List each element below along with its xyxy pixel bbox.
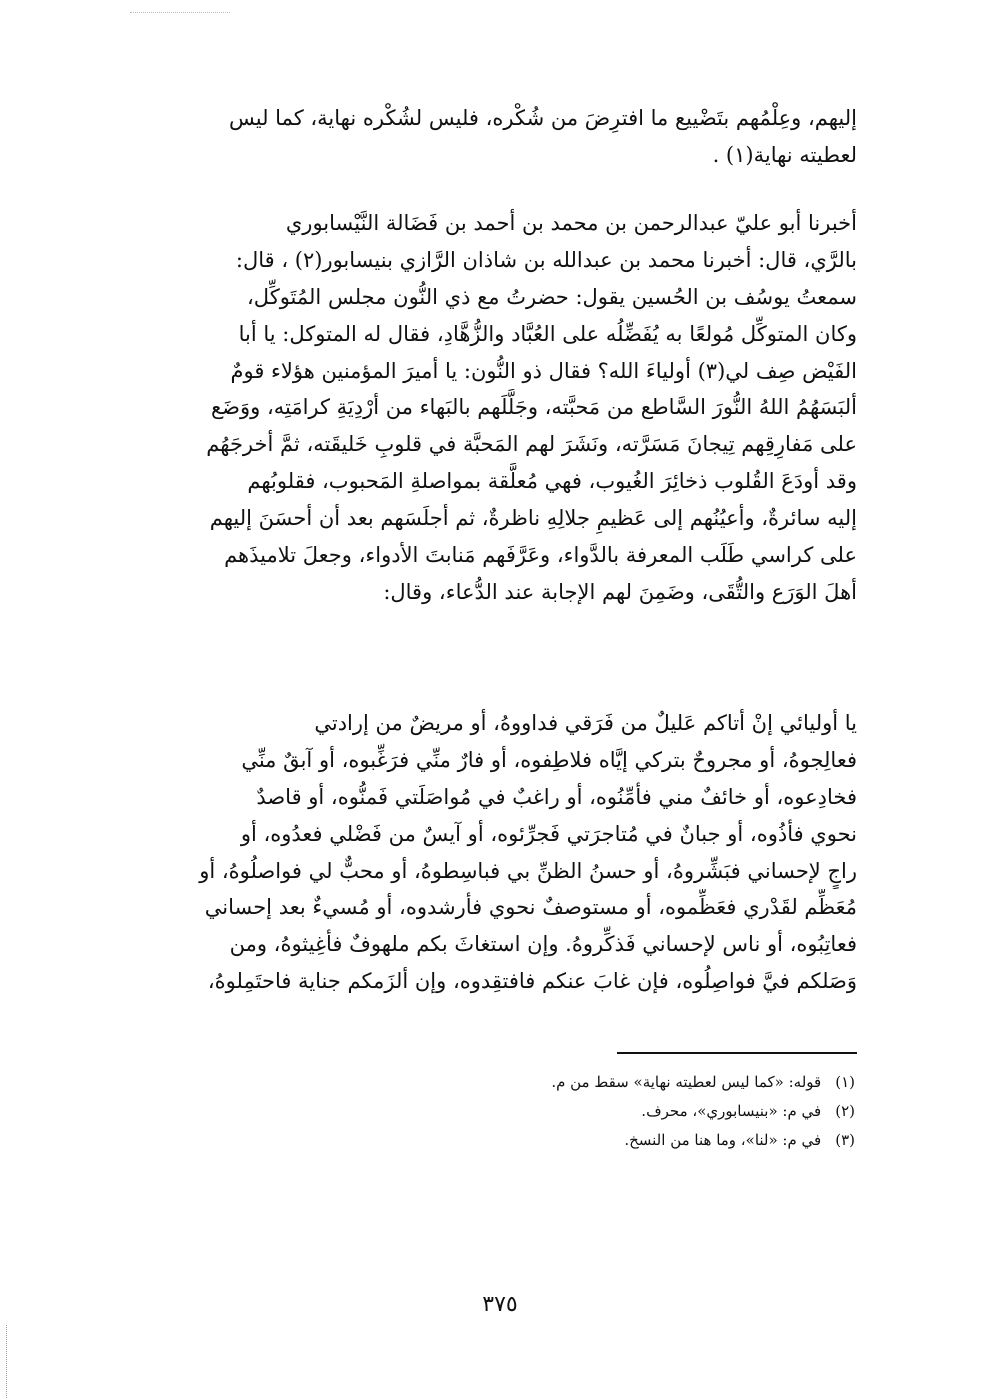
text-line: أخبرنا أبو عليّ عبدالرحمن بن محمد بن أحمد بن فَضَالة النَّيْسابوري: [285, 211, 857, 235]
text-line: لعطيته نهاية(١) .: [712, 142, 857, 167]
text-line: نحوي فأذُوه، أو جبانٌ في مُتاجرَتي فَجرِّئوه، أو آيسٌ من فَضْلي فعدُوه، أو: [240, 821, 857, 846]
footnote-item: [435, 1097, 855, 1126]
footnote-number: (٣): [835, 1131, 855, 1149]
text-line: أهلَ الوَرَع والتُّقَى، وضَمِنَ لهم الإجابة عند الدُّعاء، وقال:: [383, 579, 857, 604]
footnote-text: في م: «بنيسابوري»، محرف.: [641, 1102, 822, 1120]
text-line: مُعَظِّم لقَدْري فعَظِّموه، أو مستوصفٌ نحوي فأرشدوه، أو مُسيءٌ بعد إحساني: [204, 895, 857, 920]
text-line: على مَفارِقِهم تِيجانَ مَسَرَّته، ونَشَرَ لهم المَحبَّة في قلوبِ خَليقَته، ثمَّ أخرجَهُم: [206, 432, 857, 457]
page-number: ٣٧٥: [482, 1292, 518, 1317]
text-line: وقد أودَعَ القُلوب ذخائِرَ الغُيوب، فهي مُعلَّقة بمواصلةِ المَحبوب، فقلوبُهم: [247, 469, 857, 494]
text-line: إليه سائرةٌ، وأعيُنُهم إلى عَظيمِ جلالِهِ ناظرةٌ، ثم أجلَسَهم بعد أن أحسَنَ إليهم: [209, 506, 857, 531]
text-line: وَصَلكم فيَّ فواصِلُوه، فإن غابَ عنكم فافتقِدوه، وإن ألزَمكم جناية فاحتَمِلوهُ،: [207, 969, 857, 994]
footnote-item: [435, 1126, 855, 1155]
footnote-text: في م: «لنا»، وما هنا من النسخ.: [624, 1131, 822, 1149]
scan-margin-mark: [6, 1325, 7, 1398]
footnote-divider: [617, 1052, 857, 1054]
footnotes: [435, 1068, 855, 1155]
text-line: فخادِعوه، أو خائفٌ مني فأمِّنُوه، أو راغبٌ في مُواصَلَتي فَمنُّوه، أو قاصدٌ: [256, 784, 857, 809]
paragraph-narration: [135, 205, 857, 611]
footnote-number: (١): [835, 1073, 855, 1091]
text-line: إليهم، وعِلْمُهم بتَضْييع ما افترِضَ من شُكْره، فليس لشُكْره نهاية، كما ليس: [229, 106, 857, 130]
text-line: سمعتُ يوسُف بن الحُسين يقول: حضرتُ مع ذي النُّون مجلس المُتَوكِّل،: [247, 284, 857, 309]
text-line: ألبَسَهُمُ اللهُ النُّورَ السَّاطع من مَحبَّته، وجَلَّلَهم بالبَهاء من أرْدِيَةِ كرامَتِه، ووَضَع: [210, 395, 857, 420]
text-line: يا أوليائي إنْ أتاكم عَليلٌ من فَرَقي فداووهُ، أو مريضٌ من إرادتي: [314, 711, 857, 735]
footnote-number: (٢): [835, 1102, 855, 1120]
text-line: على كراسي طَلَب المعرفة بالدَّواء، وعَرَّفَهم مَنابتَ الأدواء، وجعلَ تلاميذَهم: [224, 543, 857, 568]
footnote-item: [435, 1068, 855, 1097]
text-line: فعالِجوهُ، أو مجروحٌ بتركي إيَّاه فلاطِفوه، أو فارٌ منِّي فرَغِّبوه، أو آبقٌ منِّي: [241, 747, 857, 772]
text-line: وكان المتوكِّل مُولعًا به يُفَضِّلُه على العُبَّاد والزُّهَّادِ، فقال له المتوكل: يا أبا: [238, 321, 857, 346]
paragraph-intro: [135, 100, 857, 173]
text-line: فعاتِبُوه، أو ناس لإحساني فَذكِّروهُ. وإن استغاثَ بكم ملهوفٌ فأغِيثوهُ، ومن: [229, 932, 857, 957]
text-line: راجٍ لإحساني فبَشِّروهُ، أو حسنُ الظنِّ بي فباسِطوهُ، أو محبٌّ لي فواصلُوهُ، أو: [199, 858, 857, 883]
footnote-text: قوله: «كما ليس لعطيته نهاية» سقط من م.: [551, 1073, 822, 1091]
paragraph-quote: [135, 705, 857, 1000]
text-line: بالرَّي، قال: أخبرنا محمد بن عبدالله بن شاذان الرَّازي بنيسابور(٢) ، قال:: [235, 247, 857, 272]
text-line: الفَيْض صِف لي(٣) أولياءَ الله؟ فقال ذو النُّون: يا أميرَ المؤمنين هؤلاء قومٌ: [230, 358, 857, 383]
scan-edge-mark: [130, 12, 230, 13]
